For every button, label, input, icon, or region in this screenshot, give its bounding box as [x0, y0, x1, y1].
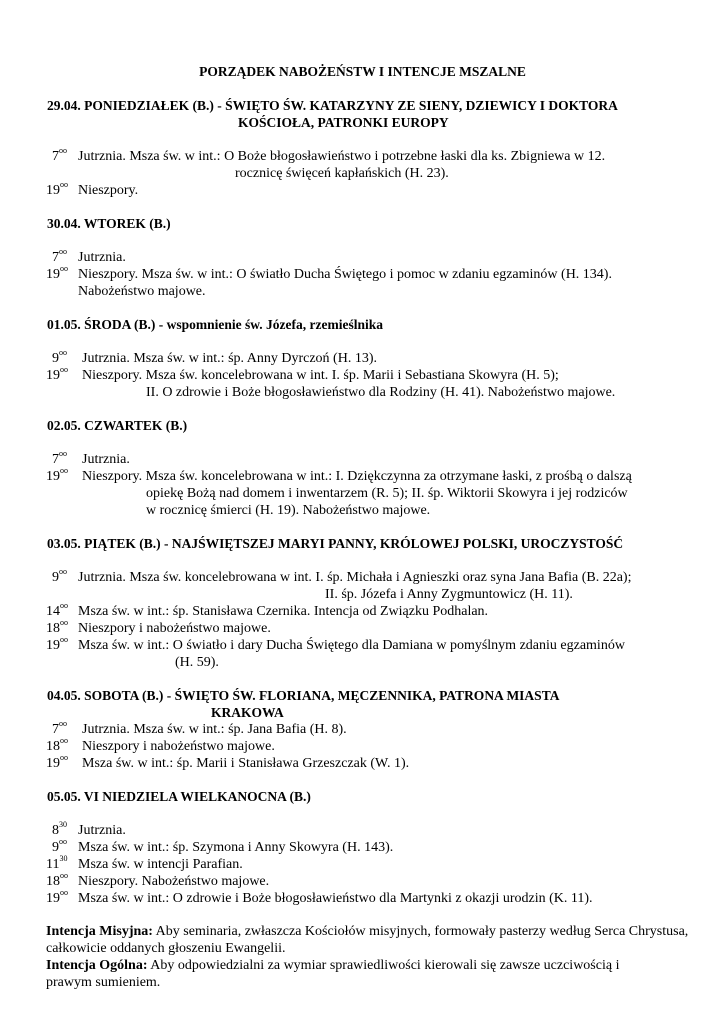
service-time: $19^{oo}$ [46, 753, 68, 771]
service-text-cont: opiekę Bożą nad domem i inwentarzem (R. 5); II. śp. Wiktorii Skowyra i jej rodziców [146, 486, 628, 501]
service-text: Jutrznia. Msza św. w int.: śp. Anny Dyrczoń (H. 13). [82, 351, 377, 366]
service-text: Msza św. w intencji Parafian. [78, 857, 243, 872]
service-time: $18^{oo}$ [46, 736, 68, 754]
mission-intention-cont: całkowicie oddanych głoszeniu Ewangelii. [46, 941, 286, 956]
service-text: Jutrznia. [82, 452, 130, 467]
service-text-cont: II. śp. Józefa i Anny Zygmuntowicz (H. 11). [325, 587, 573, 602]
service-text: Msza św. w int.: śp. Marii i Stanisława Grzeszczak (W. 1). [82, 756, 410, 771]
service-time: $7^{oo}$ [52, 719, 67, 737]
service-text: Nieszpory. [78, 183, 139, 198]
document-title: PORZĄDEK NABOŻEŃSTW I INTENCJE MSZALNE [199, 64, 526, 79]
day-heading-cont: KOŚCIOŁA, PATRONKI EUROPY [238, 115, 449, 130]
mission-intention-text: Aby seminaria, zwłaszcza Kościołów misyjnych, formowały pasterzy według Serca Chrystusa, [152, 924, 689, 939]
service-text: Nieszpory. Msza św. koncelebrowana w int. I. śp. Marii i Sebastiana Skowyra (H. 5); [82, 368, 559, 383]
day-heading: 01.05. ŚRODA (B.) - wspomnienie św. Józefa, rzemieślnika [47, 317, 383, 332]
service-text: Jutrznia. Msza św. w int.: śp. Jana Bafia (H. 8). [82, 722, 347, 737]
service-time: $9^{oo}$ [52, 348, 67, 366]
service-time: $19^{oo}$ [46, 635, 68, 653]
service-time: $14^{oo}$ [46, 601, 68, 619]
service-time: $7^{oo}$ [52, 146, 67, 164]
service-text: Msza św. w int.: śp. Stanisława Czernika. Intencja od Związku Podhalan. [78, 604, 489, 619]
service-text-cont: (H. 59). [175, 655, 219, 670]
service-text: Jutrznia. [78, 250, 126, 265]
service-time: $18^{oo}$ [46, 871, 68, 889]
service-text: Nieszpory. Nabożeństwo majowe. [78, 874, 270, 889]
service-time: $19^{oo}$ [46, 888, 68, 906]
service-text: Jutrznia. Msza św. w int.: O Boże błogosławieństwo i potrzebne łaski dla ks. Zbigniewa w 12. [78, 149, 606, 164]
service-time: $18^{oo}$ [46, 618, 68, 636]
service-text: Nieszpory. Msza św. koncelebrowana w int.: I. Dziękczynna za otrzymane łaski, z prośbą o dalszą [82, 469, 632, 484]
service-text: Msza św. w int.: O światło i dary Ducha Świętego dla Damiana w pomyślnym zdaniu egzaminów [78, 638, 625, 653]
service-time: $19^{oo}$ [46, 365, 68, 383]
day-heading: 29.04. PONIEDZIAŁEK (B.) - ŚWIĘTO ŚW. KATARZYNY ZE SIENY, DZIEWICY I DOKTORA [47, 98, 618, 113]
day-heading: 03.05. PIĄTEK (B.) - NAJŚWIĘTSZEJ MARYI PANNY, KRÓLOWEJ POLSKI, UROCZYSTOŚĆ [47, 536, 624, 551]
day-heading: 30.04. WTOREK (B.) [47, 216, 171, 231]
service-time: $9^{oo}$ [52, 567, 67, 585]
general-intention-label: Intencja Ogólna: [46, 958, 148, 973]
day-heading: 04.05. SOBOTA (B.) - ŚWIĘTO ŚW. FLORIANA, MĘCZENNIKA, PATRONA MIASTA [47, 688, 560, 703]
service-time: $19^{oo}$ [46, 180, 68, 198]
day-heading: 02.05. CZWARTEK (B.) [47, 418, 188, 433]
service-time: $9^{oo}$ [52, 837, 67, 855]
service-time: $7^{oo}$ [52, 449, 67, 467]
service-text-cont: rocznicę święceń kapłańskich (H. 23). [235, 166, 449, 181]
service-time: $8^{30}$ [52, 820, 67, 838]
service-time: $19^{oo}$ [46, 264, 68, 282]
mission-intention-label: Intencja Misyjna: [46, 924, 153, 939]
service-time: $7^{oo}$ [52, 247, 67, 265]
service-text: Jutrznia. [78, 823, 126, 838]
service-text: Nieszpory. Msza św. w int.: O światło Ducha Świętego i pomoc w zdaniu egzaminów (H. 134). [78, 267, 612, 282]
general-intention-text: Aby odpowiedzialni za wymiar sprawiedliwości kierowali się zawsze uczciwością i [147, 958, 620, 973]
service-text: Jutrznia. Msza św. koncelebrowana w int. I. śp. Michała i Agnieszki oraz syna Jana Bafia (B. 22a); [78, 570, 632, 585]
day-heading-cont: KRAKOWA [211, 705, 284, 720]
day-heading: 05.05. VI NIEDZIELA WIELKANOCNA (B.) [47, 789, 311, 804]
service-text: Nieszpory i nabożeństwo majowe. [82, 739, 275, 754]
service-time: $19^{oo}$ [46, 466, 68, 484]
service-text-cont: II. O zdrowie i Boże błogosławieństwo dla Rodziny (H. 41). Nabożeństwo majowe. [146, 385, 616, 400]
service-text-cont: w rocznicę śmierci (H. 19). Nabożeństwo majowe. [146, 503, 431, 518]
service-time: $11^{30}$ [46, 854, 68, 872]
service-text-cont: Nabożeństwo majowe. [78, 284, 206, 299]
service-text: Msza św. w int.: O zdrowie i Boże błogosławieństwo dla Martynki z okazji urodzin (K. 11). [78, 891, 593, 906]
service-text: Msza św. w int.: śp. Szymona i Anny Skowyra (H. 143). [78, 840, 394, 855]
general-intention-cont: prawym sumieniem. [46, 975, 161, 990]
service-text: Nieszpory i nabożeństwo majowe. [78, 621, 271, 636]
